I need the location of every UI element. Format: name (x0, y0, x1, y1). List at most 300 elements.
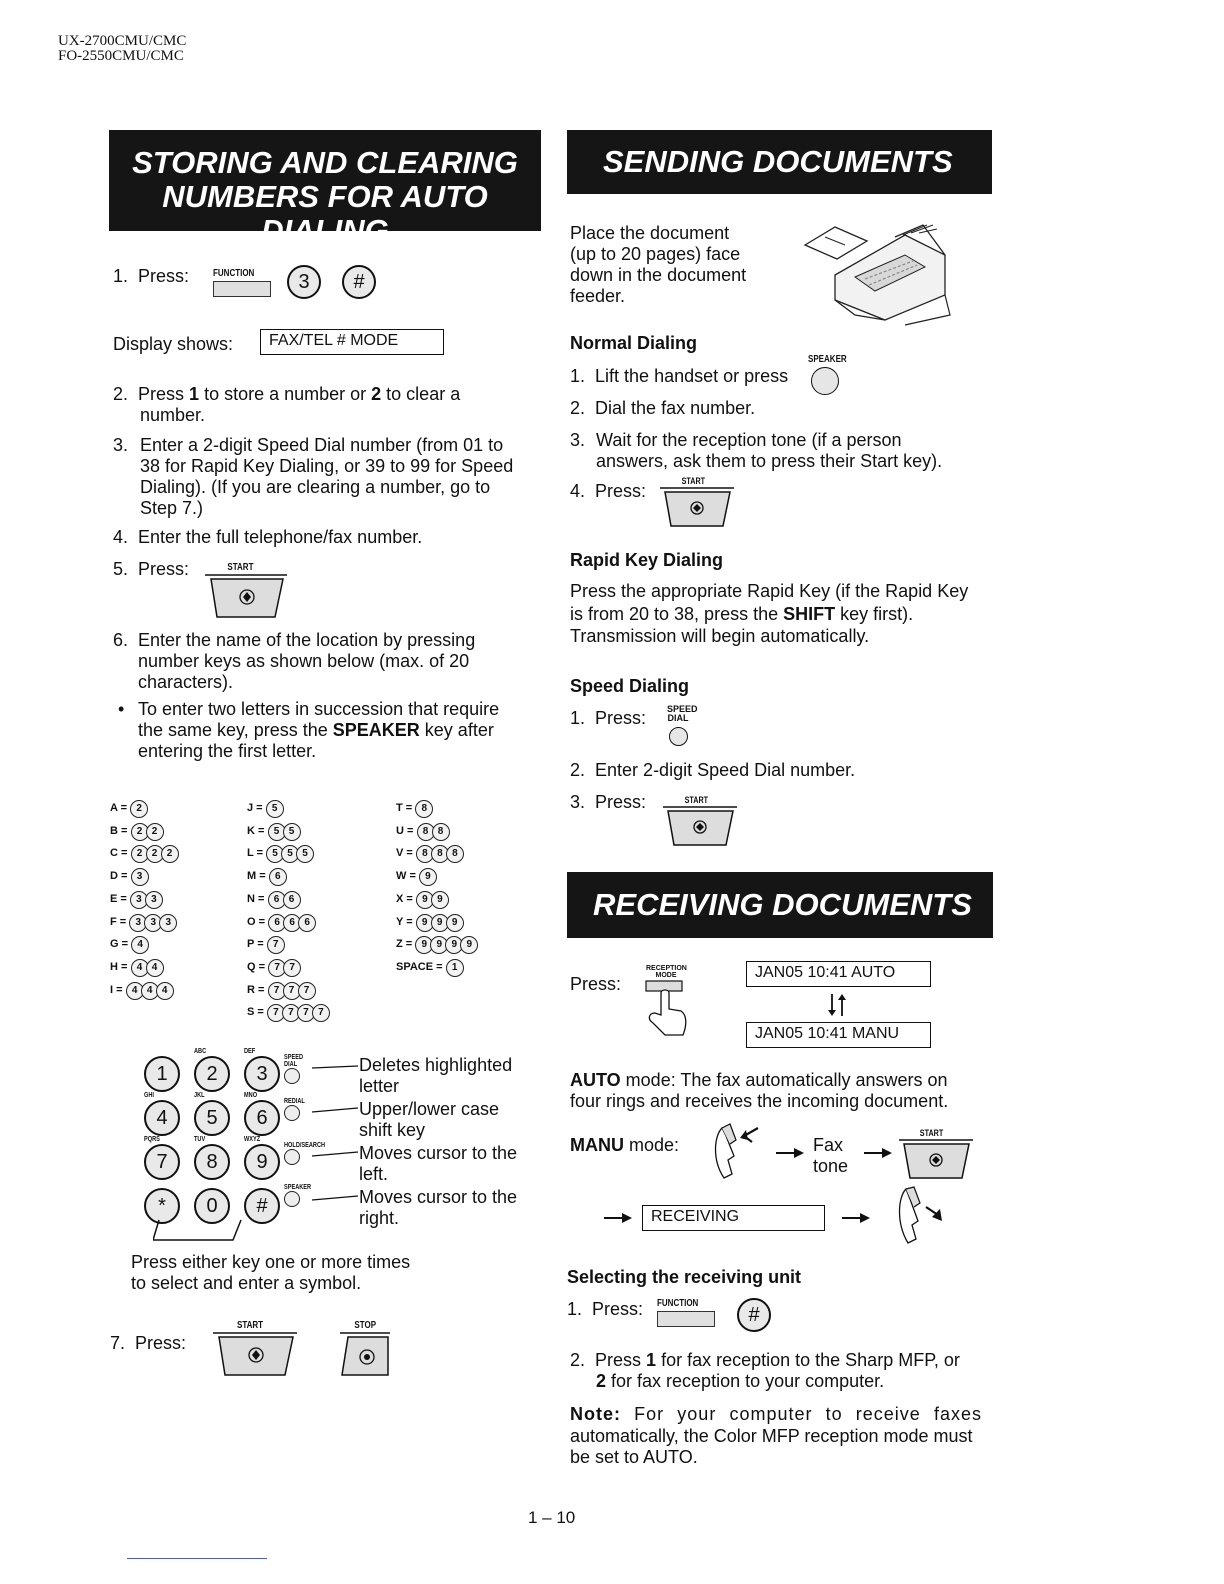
fax-machine-illustration-icon (795, 215, 955, 327)
letter-label: T (396, 802, 403, 814)
speaker-key-label: SPEAKER (808, 354, 847, 365)
equals-sign: = (117, 870, 131, 883)
letter-label: SPACE (396, 960, 434, 973)
key-press-icon: 7 (312, 1004, 330, 1022)
fax-word: Fax (813, 1135, 844, 1155)
step1 (113, 266, 189, 287)
model-line-2: FO-2550CMU/CMC (58, 48, 184, 64)
note-bold: Note: (570, 1404, 621, 1424)
speaker-button-icon (811, 367, 839, 395)
select-s2-num: 2. (570, 1350, 586, 1370)
key-press-icon: 8 (432, 823, 450, 841)
step3-line3: Dialing). (If you are clearing a number, go to (140, 477, 491, 497)
callout-right-l2: right. (359, 1208, 400, 1228)
start-key-icon (663, 805, 737, 847)
key-press-icon: 3 (145, 891, 163, 909)
keypad-key (144, 1048, 180, 1092)
normal-dialing-title: Normal Dialing (570, 333, 698, 353)
normal-s4-num: 4. (570, 481, 586, 501)
callout-shift-l1: Upper/lower case (359, 1099, 500, 1119)
equals-sign: = (117, 847, 131, 860)
normal-step2 (570, 398, 755, 419)
speed-s2-text: Enter 2-digit Speed Dial number. (595, 760, 856, 780)
equals-sign: = (253, 847, 267, 860)
key-press-icon: 8 (416, 845, 434, 863)
start-key-normal-label: START (681, 476, 706, 486)
page-number: 1 – 10 (528, 1508, 576, 1527)
key-press-icon: 7 (283, 982, 301, 1000)
key-press-icon: 9 (416, 891, 434, 909)
arrow-right-icon (842, 1211, 870, 1225)
manu-text: mode: (624, 1135, 680, 1155)
key-press-icon: 2 (146, 845, 164, 863)
keypad-bracket-icon (153, 1218, 243, 1244)
keypad-key (244, 1136, 280, 1180)
keypad-sub-spacer (194, 1180, 230, 1188)
select-s2-p1: Press (595, 1350, 647, 1370)
letter-label: I (110, 983, 114, 996)
key-press-icon: 5 (268, 823, 286, 841)
key-press-icon: 9 (446, 914, 464, 932)
equals-sign: = (117, 802, 131, 814)
step6-line3: characters). (138, 672, 234, 692)
place-l2: (up to 20 pages) face (570, 244, 741, 264)
place-document-text (570, 223, 746, 307)
key-press-icon: 4 (126, 982, 144, 1000)
step4-num: 4. (113, 527, 129, 547)
equals-sign: = (113, 983, 126, 996)
reception-mode-key (646, 965, 686, 1046)
rapid-l2a: is from 20 to 38, press the (570, 603, 784, 624)
sending-banner: SENDING DOCUMENTS (567, 130, 992, 194)
speed-s1-text: Press: (595, 708, 647, 728)
keypad-key (194, 1048, 230, 1092)
keypad-key (194, 1092, 230, 1136)
key-press-icon: 3 (159, 914, 177, 932)
letter-label: E (110, 892, 118, 905)
keypad-button-icon: 5 (194, 1100, 230, 1136)
equals-sign: = (402, 938, 416, 951)
display-lcd: FAX/TEL # MODE (260, 329, 444, 355)
arrow-right-icon (864, 1146, 892, 1160)
letter-row (247, 911, 327, 934)
key-press-icon: 6 (268, 891, 286, 909)
start-key-manu (899, 1128, 973, 1185)
step2-num: 2. (113, 384, 129, 404)
letter-label: Z (396, 938, 403, 951)
storing-banner-line1: STORING AND CLEARING (132, 145, 518, 180)
select-s2-p3: for fax reception to your computer. (606, 1371, 885, 1391)
equals-sign: = (406, 870, 419, 883)
letter-label: L (247, 847, 254, 860)
step4-text: Enter the full telephone/fax number. (138, 527, 423, 547)
keypad-key (144, 1136, 180, 1180)
letter-row (396, 865, 475, 888)
letter-row (396, 820, 475, 843)
key-press-icon: 3 (131, 868, 149, 886)
redial-side-label: REDIAL (284, 1098, 305, 1105)
speed-dial-label1: SPEED (667, 704, 698, 714)
equals-sign: = (256, 870, 269, 883)
letter-row (396, 842, 475, 865)
start-key-speed (663, 795, 737, 852)
letter-row (396, 933, 475, 956)
function-key-select (657, 1298, 715, 1327)
speed-s3-text: Press: (595, 792, 647, 812)
key-press-icon: 6 (268, 914, 286, 932)
equals-sign: = (117, 960, 131, 973)
key-press-icon: 4 (131, 959, 149, 977)
speed-dial-side-label: SPEED DIAL (284, 1054, 303, 1068)
place-l3: down in the document (570, 265, 747, 285)
lcd-auto: JAN05 10:41 AUTO (746, 961, 931, 987)
keypad-sub-label: MNO (244, 1092, 258, 1099)
callout-shift (359, 1099, 499, 1141)
letter-label: J (247, 802, 254, 814)
letter-grid-col1 (110, 797, 176, 1001)
normal-step4 (570, 481, 646, 502)
key-press-icon: 6 (283, 914, 301, 932)
symbol-note (131, 1252, 410, 1294)
equals-sign: = (253, 802, 266, 814)
callout-left-l2: left. (359, 1164, 389, 1184)
speed-dial-label2: DIAL (667, 713, 689, 723)
key-press-icon: 8 (415, 800, 433, 818)
normal-s3-l2: answers, ask them to press their Start key). (596, 451, 943, 471)
key-3-icon: 3 (287, 265, 321, 299)
letter-row (110, 888, 176, 911)
reception-mode-label1: RECEPTION (646, 965, 687, 972)
letter-label: N (247, 892, 255, 905)
function-key (213, 268, 271, 297)
keypad-button-icon: 7 (144, 1144, 180, 1180)
letter-label: H (110, 960, 118, 973)
key-press-icon: 7 (268, 959, 286, 977)
callout-delete-l2: letter (359, 1076, 400, 1096)
equals-sign: = (254, 892, 268, 905)
normal-s3-l1: Wait for the reception tone (if a person (596, 430, 902, 450)
key-press-icon: 9 (416, 914, 434, 932)
hold-search-side-label: HOLD/SEARCH (284, 1142, 326, 1149)
callout-delete (359, 1055, 512, 1097)
step3-num: 3. (113, 435, 129, 455)
step3-line4: Step 7.) (140, 498, 204, 518)
equals-sign: = (433, 960, 446, 973)
letter-row (396, 797, 475, 820)
equals-sign: = (254, 824, 268, 837)
normal-step1 (570, 366, 788, 387)
step3-line2: 38 for Rapid Key Dialing, or 39 to 99 for Speed (140, 456, 514, 476)
equals-sign: = (254, 1006, 267, 1019)
keypad-sub-label: JKL (194, 1092, 205, 1099)
key-press-icon: 4 (131, 936, 149, 954)
normal-s4-text: Press: (595, 481, 647, 501)
key-press-icon: 4 (141, 982, 159, 1000)
selecting-unit-title: Selecting the receiving unit (567, 1267, 802, 1287)
bullet-line2a: the same key, press the (138, 720, 333, 740)
key-press-icon: 9 (460, 936, 478, 954)
step7-num: 7. (110, 1333, 126, 1353)
equals-sign: = (403, 915, 416, 928)
start-key-step7-label: START (237, 1320, 264, 1331)
keypad-sub-label: ABC (194, 1048, 207, 1055)
keypad-key (244, 1180, 280, 1224)
step5 (113, 559, 189, 580)
speed-dial-side-key (284, 1054, 308, 1089)
step2-b2: 2 (371, 384, 382, 404)
letter-row (247, 979, 327, 1002)
step2-b1: 1 (189, 384, 200, 404)
equals-sign: = (255, 960, 269, 973)
key-press-icon: 2 (161, 845, 179, 863)
rapid-key-text (570, 580, 1000, 648)
equals-sign: = (403, 824, 417, 837)
stop-key (340, 1320, 390, 1382)
step2-p2: to store a number or (199, 384, 372, 404)
keypad-button-icon: 9 (244, 1144, 280, 1180)
rapid-l2c: key first). (835, 603, 914, 624)
select-s2-p2: for fax reception to the Sharp MFP, or (656, 1350, 960, 1370)
toggle-arrows-icon (822, 992, 852, 1018)
keypad-sub-spacer (144, 1180, 180, 1188)
key-press-icon: 4 (146, 959, 164, 977)
key-press-icon: 9 (430, 936, 448, 954)
step3 (113, 435, 543, 519)
letter-label: S (247, 1006, 255, 1019)
start-key-step5 (205, 562, 287, 624)
speed-step3 (570, 792, 646, 813)
equals-sign: = (254, 983, 268, 996)
model-line-1: UX-2700CMU/CMC (58, 33, 187, 49)
step6-num: 6. (113, 630, 129, 650)
step5-text: Press: (138, 559, 190, 579)
equals-sign: = (255, 915, 269, 928)
key-press-icon: 6 (298, 914, 316, 932)
key-press-icon: 3 (129, 914, 147, 932)
letter-row (110, 865, 176, 888)
equals-sign: = (116, 915, 130, 928)
keypad-button-icon: * (144, 1188, 180, 1224)
arrow-right-icon (604, 1211, 632, 1225)
normal-s2-text: Dial the fax number. (595, 398, 756, 418)
key-press-icon: 4 (156, 982, 174, 1000)
key-press-icon: 7 (283, 959, 301, 977)
step2 (113, 384, 533, 426)
symbol-note-l2: to select and enter a symbol. (131, 1273, 362, 1293)
recv-press: Press: (570, 974, 622, 994)
stop-key-icon (340, 1331, 390, 1377)
rapid-l1: Press the appropriate Rapid Key (if the Rapid Key (570, 581, 969, 601)
letter-row (247, 933, 327, 956)
letter-label: G (110, 938, 119, 951)
redial-key-icon (284, 1105, 300, 1121)
equals-sign: = (402, 802, 416, 814)
normal-s2-num: 2. (570, 398, 586, 418)
key-press-icon: 9 (431, 914, 449, 932)
start-key-step7 (213, 1320, 297, 1382)
callout-left-l1: Moves cursor to the (359, 1143, 518, 1163)
place-l4: feeder. (570, 286, 626, 306)
letter-label: Y (396, 915, 404, 928)
letter-row (247, 956, 327, 979)
letter-row (110, 911, 176, 934)
hang-up-handset-icon (876, 1185, 946, 1257)
lcd-receiving: RECEIVING (642, 1205, 825, 1231)
key-press-icon: 7 (297, 1004, 315, 1022)
letter-label: O (247, 915, 256, 928)
select-s1-text: Press: (592, 1299, 644, 1319)
letter-row (396, 911, 475, 934)
receiving-banner: RECEIVING DOCUMENTS (567, 872, 993, 938)
select-s2-b2: 2 (596, 1371, 607, 1391)
manu-mode-label (570, 1135, 679, 1156)
keypad-sub-spacer (144, 1048, 180, 1056)
keypad-key (244, 1092, 280, 1136)
letter-row (110, 979, 176, 1002)
keypad-button-icon: 8 (194, 1144, 230, 1180)
letter-row (110, 933, 176, 956)
normal-s1-num: 1. (570, 366, 586, 386)
step6-line2: number keys as shown below (max. of 20 (138, 651, 470, 671)
step2-p3: to clear a (381, 384, 461, 404)
key-press-icon: 7 (298, 982, 316, 1000)
note-l3: be set to AUTO. (570, 1447, 698, 1467)
step1-num: 1. (113, 266, 129, 286)
start-key-icon (899, 1138, 973, 1180)
letter-label: F (110, 915, 117, 928)
key-press-icon: 2 (146, 823, 164, 841)
note-text (570, 1404, 982, 1469)
keypad-key (194, 1136, 230, 1180)
key-press-icon: 9 (431, 891, 449, 909)
bullet-line1: To enter two letters in succession that require (138, 699, 500, 719)
letter-label: U (396, 824, 404, 837)
auto-text: mode: The fax automatically answers on (620, 1070, 948, 1090)
callout-delete-l1: Deletes highlighted (359, 1055, 513, 1075)
rapid-shift-bold: SHIFT (783, 603, 836, 624)
arrow-right-icon (776, 1146, 804, 1160)
footer-divider (127, 1558, 267, 1559)
callout-lines-icon (306, 1060, 362, 1210)
key-press-icon: 5 (266, 845, 284, 863)
note-l2: automatically, the Color MFP reception mode must (570, 1425, 973, 1446)
select-s1-num: 1. (567, 1299, 583, 1319)
key-press-icon: 8 (446, 845, 464, 863)
keypad-sub-spacer (244, 1180, 280, 1188)
key-press-icon: 7 (267, 936, 285, 954)
callout-right-l1: Moves cursor to the (359, 1187, 518, 1207)
bullet-line3: entering the first letter. (138, 741, 317, 761)
auto-mode-text (570, 1070, 1000, 1112)
start-key-manu-label: START (919, 1128, 944, 1138)
keypad-key (244, 1048, 280, 1092)
key-hash-icon: # (342, 265, 376, 299)
start-key-icon (660, 486, 734, 528)
rapid-l3: Transmission will begin automatically. (570, 626, 870, 646)
step3-line1: Enter a 2-digit Speed Dial number (from 01 to (140, 435, 504, 455)
key-press-icon: 5 (296, 845, 314, 863)
hold-search-key-icon (284, 1149, 300, 1165)
letter-label: Q (247, 960, 256, 973)
key-press-icon: 9 (415, 936, 433, 954)
callout-right (359, 1187, 517, 1229)
equals-sign: = (118, 938, 132, 951)
lift-handset-icon (700, 1120, 780, 1186)
keypad-sub-label: GHI (144, 1092, 154, 1099)
key-press-icon: 8 (417, 823, 435, 841)
letter-row (247, 1001, 327, 1024)
function-key-icon (213, 281, 271, 297)
key-press-icon: 2 (130, 800, 148, 818)
letter-row (247, 842, 327, 865)
equals-sign: = (254, 938, 267, 951)
manu-bold: MANU (570, 1135, 624, 1155)
key-press-icon: 3 (130, 891, 148, 909)
start-key-icon (205, 573, 287, 619)
letter-row (110, 797, 176, 820)
letter-row (247, 797, 327, 820)
speed-dial-key (667, 704, 698, 751)
letter-grid-col2 (247, 797, 327, 1024)
normal-s3-num: 3. (570, 430, 586, 450)
auto-l2: four rings and receives the incoming document. (570, 1091, 949, 1111)
letter-label: V (396, 847, 404, 860)
keypad-button-icon: 3 (244, 1056, 280, 1092)
note-l1: For your computer to receive faxes (621, 1404, 982, 1424)
function-key-label: FUNCTION (213, 268, 255, 279)
function-key-icon (657, 1311, 715, 1327)
keypad-button-icon: 2 (194, 1056, 230, 1092)
letter-grid-col3 (396, 797, 475, 979)
select-step2 (570, 1350, 1000, 1392)
keypad-button-icon: 4 (144, 1100, 180, 1136)
speed-dialing-title: Speed Dialing (570, 676, 690, 696)
normal-s1-text: Lift the handset or press (595, 366, 789, 386)
key-press-icon: 7 (282, 1004, 300, 1022)
letter-label: X (396, 892, 404, 905)
speed-s3-num: 3. (570, 792, 586, 812)
step6-line1: Enter the name of the location by pressing (138, 630, 476, 650)
equals-sign: = (403, 847, 416, 860)
start-key-icon (213, 1331, 297, 1377)
speed-s2-num: 2. (570, 760, 586, 780)
step2-p1: Press (138, 384, 190, 404)
symbol-note-l1: Press either key one or more times (131, 1252, 411, 1272)
step7-text: Press: (135, 1333, 187, 1353)
display-label: Display shows: (113, 334, 234, 354)
speaker-bullet (118, 699, 548, 762)
step4 (113, 527, 422, 548)
start-key-speed-label: START (684, 795, 709, 805)
keypad-button-icon: # (244, 1188, 280, 1224)
start-key-step5-label: START (227, 562, 254, 573)
key-press-icon: 5 (281, 845, 299, 863)
key-press-icon: 2 (131, 845, 149, 863)
key-press-icon: 9 (419, 868, 437, 886)
letter-label: K (247, 824, 255, 837)
key-press-icon: 1 (446, 959, 464, 977)
fax-tone-text (813, 1135, 848, 1177)
letter-label: M (247, 870, 257, 883)
letter-label: P (247, 938, 255, 951)
select-s2-b1: 1 (646, 1350, 657, 1370)
speed-step2 (570, 760, 855, 781)
keypad-sub-label: TUV (194, 1136, 206, 1143)
letter-row (396, 956, 475, 979)
select-step1 (567, 1299, 643, 1320)
finger-press-icon (641, 979, 691, 1041)
place-l1: Place the document (570, 223, 730, 243)
